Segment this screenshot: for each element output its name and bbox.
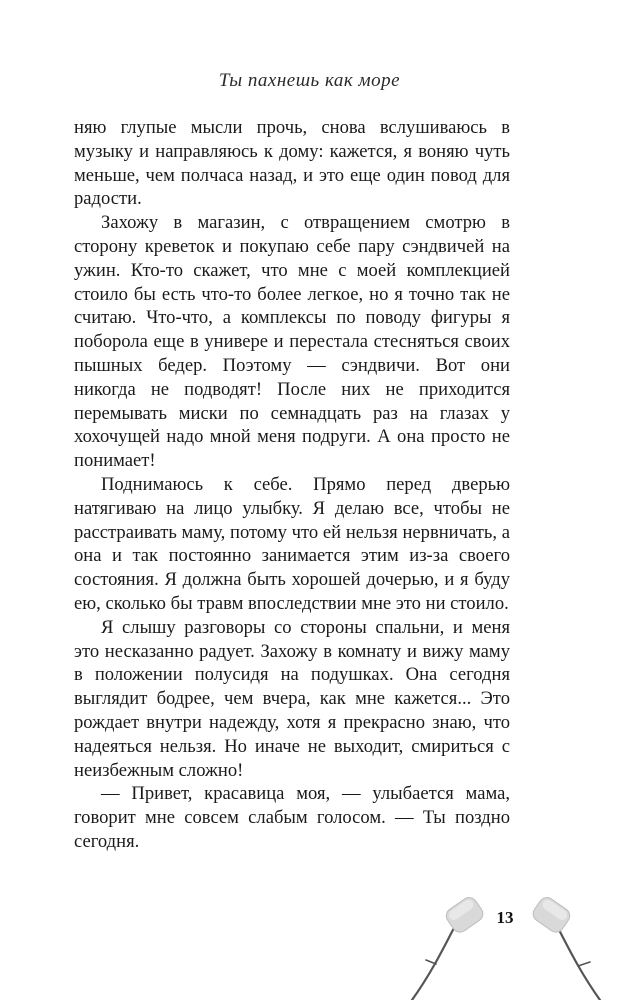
running-head: Ты пахнешь как море bbox=[218, 70, 401, 91]
paragraph-1: няю глупые мысли прочь, снова вслушиваюсь в музыку и направляюсь к дому: кажется, я воняю чуть меньше, чем полчаса назад, и это еще один повод для радости. bbox=[74, 117, 510, 210]
marshmallow-stick-right-icon bbox=[528, 892, 619, 1000]
page-number: 13 bbox=[496, 908, 514, 927]
paragraph-5: — Привет, красавица моя, — улыбается мама, говорит мне совсем слабым голосом. — Ты поздно сегодня. bbox=[74, 783, 510, 852]
paragraph-4: Я слышу разговоры со стороны спальни, и меня это несказанно радует. Захожу в комнату и вижу маму в положении полусидя на подушках. Она сегодня выглядит бодрее, чем вчера, как мне кажется... Это рождает внутри надежду, хотя я прекрасно знаю, что надеяться нельзя. Но иначе не выходит, смириться с неизбежным сложно! bbox=[74, 616, 510, 781]
marshmallow-stick-left-icon bbox=[400, 892, 490, 1000]
paragraph-3: Поднимаюсь к себе. Прямо перед дверью натягиваю на лицо улыбку. Я делаю все, чтобы не расстраивать маму, потому что ей нельзя нервничать, а она и так постоянно занимается этим из-за своего состояния. Я должна быть хорошей дочерью, и я буду ею, сколько бы травм впоследствии мне это ни стоило. bbox=[74, 473, 510, 614]
paragraph-2: Захожу в магазин, с отвращением смотрю в сторону креветок и покупаю себе пару сэндвичей на ужин. Кто-то скажет, что мне с моей комплекцией стоило бы есть что-то более легкое, но я точно так не считаю. Что-что, а комплексы по поводу фигуры я поборола еще в универе и перестала стесняться своих пышных бедер. Поэтому — сэндвичи. Вот они никогда не подводят! После них не приходится перемывать миски по семнадцать раз на глазах у хохочущей надо мной меня подруги. А она просто не понимает! bbox=[74, 212, 510, 472]
body-text bbox=[74, 116, 510, 854]
